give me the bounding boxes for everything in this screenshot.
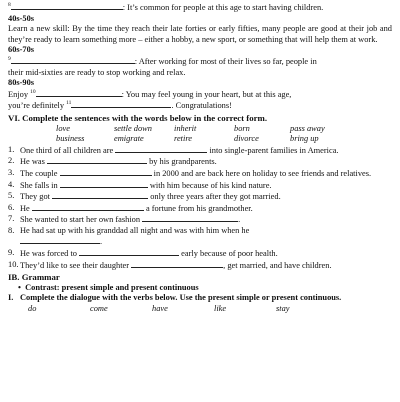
verb: like bbox=[214, 304, 227, 314]
word: settle down bbox=[114, 123, 152, 133]
blank-ex9[interactable] bbox=[79, 248, 179, 256]
verb: come bbox=[90, 304, 108, 314]
sentence-8: $^8$ : It’s common for people at this age to start having children. bbox=[8, 2, 324, 12]
word-bank-row-1 bbox=[8, 124, 392, 135]
word: divorce bbox=[234, 134, 259, 144]
blank-8[interactable] bbox=[11, 2, 123, 10]
exercise-3: 3. The couple in 2000 and are back here on holiday to see friends and relatives. bbox=[8, 167, 372, 178]
section-ib-title: IB. Grammar bbox=[8, 272, 60, 283]
sentence-11: you’re definitely $^{11}$ . Congratulations! bbox=[8, 100, 232, 111]
blank-ex8[interactable] bbox=[20, 236, 100, 244]
word-bank-row-2 bbox=[8, 134, 392, 145]
blank-ex1[interactable] bbox=[115, 145, 207, 153]
blank-ex10[interactable] bbox=[131, 260, 223, 268]
exercise-5: 5. They got only three years after they got married. bbox=[8, 191, 281, 202]
word: bring up bbox=[290, 134, 319, 144]
word: business bbox=[56, 134, 85, 144]
grammar-topic: • Contrast: present simple and present continuous bbox=[18, 282, 199, 292]
paragraph-40s: Learn a new skill: By the time they reach their late forties or early fifties, many people are good at their job and they’re ready to learn something more – either a hobby, a new sport, or something that will help them at work. bbox=[8, 24, 392, 44]
instruction-i: I. Complete the dialogue with the verbs below. Use the present simple or present continuous. bbox=[8, 293, 342, 303]
exercise-4: 4. She falls in with him because of his kind nature. bbox=[8, 179, 272, 190]
sentence-9-cont: their mid-sixties are ready to stop working and relax. bbox=[8, 67, 186, 77]
exercise-8: 8. He had sat up with his granddad all night and was with him when he . bbox=[8, 225, 250, 247]
word: retire bbox=[174, 134, 192, 144]
bullet-icon: • bbox=[18, 282, 21, 292]
exercise-1: 1. One third of all children are into single-parent families in America. bbox=[8, 144, 339, 155]
verb: do bbox=[28, 304, 37, 314]
age-heading-60s: 60s-70s bbox=[8, 45, 35, 55]
age-heading-80s: 80s-90s bbox=[8, 78, 35, 88]
verb-bank bbox=[8, 304, 392, 315]
word: born bbox=[234, 123, 250, 133]
blank-ex5[interactable] bbox=[52, 191, 148, 199]
word: love bbox=[56, 123, 70, 133]
exercise-10: 10. They’d like to see their daughter , get married, and have children. bbox=[8, 259, 332, 270]
gap-number: 8 bbox=[8, 2, 11, 9]
section-vi-title: VI. Complete the sentences with the words below in the correct form. bbox=[8, 112, 268, 123]
age-heading-40s: 40s-50s bbox=[8, 13, 35, 23]
exercise-2: 2. He was by his grandparents. bbox=[8, 156, 217, 167]
blank-9[interactable] bbox=[11, 56, 135, 64]
blank-ex6[interactable] bbox=[32, 203, 144, 211]
word: pass away bbox=[290, 123, 325, 133]
blank-ex7[interactable] bbox=[142, 214, 238, 222]
blank-10[interactable] bbox=[36, 89, 122, 97]
blank-ex3[interactable] bbox=[60, 168, 152, 176]
verb: have bbox=[152, 304, 168, 314]
sentence-9: $^9$ : After working for most of their lives so far, people in bbox=[8, 56, 317, 66]
verb: stay bbox=[276, 304, 290, 314]
exercise-6: 6. He a fortune from his grandmother. bbox=[8, 202, 253, 213]
word: emigrate bbox=[114, 134, 144, 144]
exercise-7: 7. She wanted to start her own fashion . bbox=[8, 214, 241, 225]
word: inherit bbox=[174, 123, 197, 133]
sentence-10: Enjoy $^{10}$ : You may feel young in your heart, but at this age, bbox=[8, 88, 292, 99]
blank-ex4[interactable] bbox=[60, 180, 148, 188]
exercise-9: 9. He was forced to early because of poor health. bbox=[8, 248, 278, 259]
blank-ex2[interactable] bbox=[47, 156, 147, 164]
blank-11[interactable] bbox=[71, 100, 171, 108]
